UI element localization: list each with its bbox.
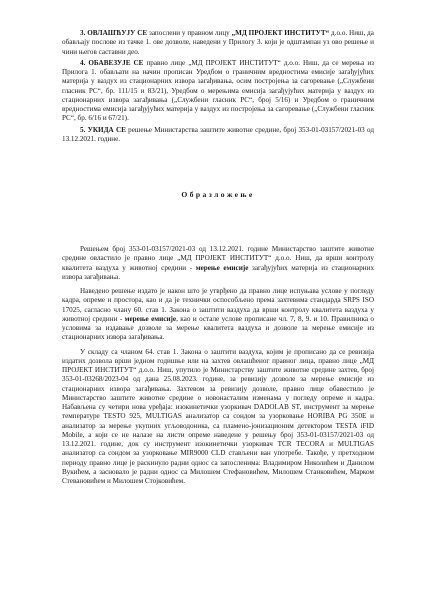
para-2-tail: , као и остале услове прописане чл. 7, 8, 9. и 10. Правилника о условима за издавање дозволе за мерење квалитета ваздуха и дозволе за мерење емисије из стационарних извора загађивања. — [62, 314, 375, 342]
para-3-text: У складу са чланом 64. став 1. Закона о заштити ваздуха, којим је прописано да се ревизија издатих дозвола врши једном годишње или на захтев овлашћеног правног лица, правно лице „МД ПРОЈЕКТ ИНСТИТУТ“ д.о.о. Ниш, упутило је Министарству заштите животне средине захтев, број 353-01-03268/2023-04 од дана 25.08.2023. године, за ревизију дозволе за мерење емисије из стационарних извора загађивања. Захтевом за ревизију дозволе, правно лице обавестило је Министарство заштите животне средине о новонасталим изменама у погледу опреме и кадра. Набављена су четири нова уређаја: изокинетички узоркивач DADOLAB ST, инструмент за мерење температуре TESTO 925, MULTIGAS анализатор са сондом за узорковање HORIBA PG 350E и анализатор за мерење укупних угљоводоника, са пламено-јонизационим детектором TESTA iFID Mobile, а који се не налазе на листи опреме наведене у решењу број 353-01-03157/2021-03 од 13.12.2021. године, док су инструмент изокинетички узоркивач TCR TECORA и MULTIGAS анализатор са сондом за узорковање MIR9000 CLD стављени ван употребе. Такође, у претходном периоду правно лице је раскинуло радни однос са запосленима: Владимиром Николићем и Данилом Вукићем, а засновало је радни однос са Милошем Стефановићем, Милошем Станковићем, Марком Стевановићем и Милошем Стојковићем. — [62, 347, 374, 485]
para-2-bold: мерење емисије — [124, 314, 177, 323]
item-3-company: „МД ПРОЈЕКТ ИНСТИТУТ“ — [231, 29, 330, 37]
item-3-text-1: запослени у правном лицу — [147, 29, 232, 37]
section-heading: Образложење — [181, 190, 255, 199]
item-3-paragraph — [62, 29, 374, 57]
reasoning-paragraph-1 — [62, 245, 374, 282]
item-4-text: правно лице „МД ПРОЈЕКТ ИНСТИТУТ“ д.о.о. Ниш, да се мерења из Прилога 1. обављати на начин прописан Уредбом о граничним вредностима емисије загађујућих материја у ваздух из стационарних извора загађивања, осим постројења за сагоревање („Службени гласник РС“, бр. 111/15 и 83/21), Уредбом о мерењима емисија загађујућих материја у ваздух из стационарних извора загађивања („Службени гласник РС“, број 5/16) и Уредбом о граничним вредностима емисија загађујућих материја у ваздух из постројења за сагоревање („Службени гласник РС“, бр. 6/16 и 67/21). — [62, 58, 374, 123]
item-5-label: 5. УКИДА СЕ — [80, 125, 126, 134]
item-4-label: 4. ОБАВЕЗУЈЕ СЕ — [80, 58, 144, 67]
item-5-paragraph — [62, 126, 374, 145]
para-1-tail: загађујућих материја из стационарних извора загађивања. — [62, 263, 375, 281]
para-1-text: Решењем број 353-01-03157/2021-03 од 13.12.2021. године Министарство заштите животне средине овластило је правно лице „МД ПРОЈЕКТ ИНСТИТУТ“ д.о.о. Ниш, да врши контролу квалитета ваздуха у животној средини - — [62, 245, 374, 272]
item-3-text-2: д.о.о. Ниш, да обављају послове из тачке 1. ове дозволе, наведени у Прилогу 3. који је одштампан уз ово решење и чини његов саставни део. — [62, 29, 374, 56]
para-2-text: Наведено решење издато је након што је утврђено да правно лице испуњава услове у погледу кадра, опреме и простора, као и да је технички оспособљено према захтевима стандарда SRPS ISO 17025, сагласно члану 60. став 1. Закона о заштити ваздуха да врши контролу квалитета ваздуха у животној средини - — [62, 287, 374, 323]
item-3-label: 3. ОВЛАШЋУЈУ СЕ — [80, 29, 148, 37]
reasoning-paragraph-3 — [62, 348, 374, 487]
item-4-paragraph — [62, 59, 374, 124]
item-5-text: решење Министарства заштите животне средине, број 353-01-03157/2021-03 од 13.12.2021. године. — [62, 125, 374, 143]
reasoning-paragraph-2 — [62, 287, 374, 343]
para-1-bold: мерење емисије — [195, 263, 249, 272]
